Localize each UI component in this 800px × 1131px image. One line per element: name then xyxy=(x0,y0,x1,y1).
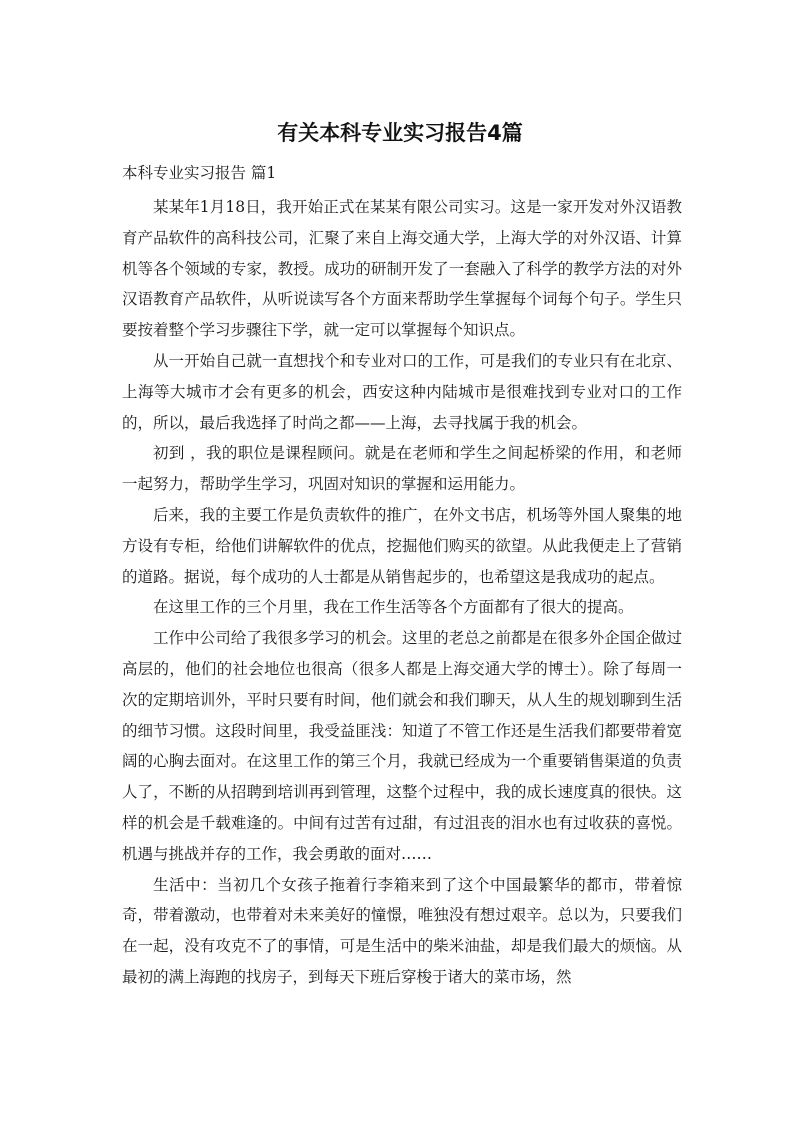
document-title: 有关本科专业实习报告4篇 xyxy=(277,121,523,145)
paragraph-7: 生活中：当初几个女孩子拖着行李箱来到了这个中国最繁华的都市，带着惊奇，带着激动，也带着对未来美好的憧憬，唯独没有想过艰辛。总以为，只要我们在一起，没有攻克不了的事情，可是生活中的柴米油盐，却是我们最大的烦恼。从最初的满上海跑的找房子，到每天下班后穿梭于诸大的菜市场，然 xyxy=(122,875,682,986)
paragraph-6: 工作中公司给了我很多学习的机会。这里的老总之前都是在很多外企国企做过高层的，他们的社会地位也很高（很多人都是上海交通大学的博士）。除了每周一次的定期培训外，平时只要有时间，他们就会和我们聊天，从人生的规划聊到生活的细节习惯。这段时间里，我受益匪浅：知道了不管工作还是生活我们都要带着宽阔的心胸去面对。在这里工作的第三个月，我就已经成为一个重要销售渠道的负责人了，不断的从招聘到培训再到管理，这整个过程中，我的成长速度真的很快。这样的机会是千载难逢的。中间有过苦有过甜，有过沮丧的泪水也有过收获的喜悦。机遇与挑战并存的工作，我会勇敢的面对…… xyxy=(122,629,682,863)
paragraph-3: 初到 ，我的职位是课程顾问。就是在老师和学生之间起桥梁的作用，和老师一起努力，帮助学生学习，巩固对知识的掌握和运用能力。 xyxy=(122,444,682,494)
paragraph-2: 从一开始自己就一直想找个和专业对口的工作，可是我们的专业只有在北京、上海等大城市才会有更多的机会，西安这种内陆城市是很难找到专业对口的工作的，所以，最后我选择了时尚之都——上海，去寻找属于我的机会。 xyxy=(122,351,682,432)
paragraph-5: 在这里工作的三个月里，我在工作生活等各个方面都有了很大的提高。 xyxy=(153,598,634,617)
document-body xyxy=(122,192,682,993)
paragraph-1: 某某年1月18日，我开始正式在某某有限公司实习。这是一家开发对外汉语教育产品软件的高科技公司，汇聚了来自上海交通大学，上海大学的对外汉语、计算机等各个领域的专家，教授。成功的研制开发了一套融入了科学的教学方法的对外汉语教育产品软件，从听说读写各个方面来帮助学生掌握每个词每个句子。学生只要按着整个学习步骤往下学，就一定可以掌握每个知识点。 xyxy=(122,198,682,340)
section-heading: 本科专业实习报告 篇1 xyxy=(122,164,277,182)
paragraph-4: 后来，我的主要工作是负责软件的推广，在外文书店，机场等外国人聚集的地方设有专柜，给他们讲解软件的优点，挖掘他们购买的欲望。从此我便走上了营销的道路。据说，每个成功的人士都是从销售起步的，也希望这是我成功的起点。 xyxy=(122,505,682,586)
